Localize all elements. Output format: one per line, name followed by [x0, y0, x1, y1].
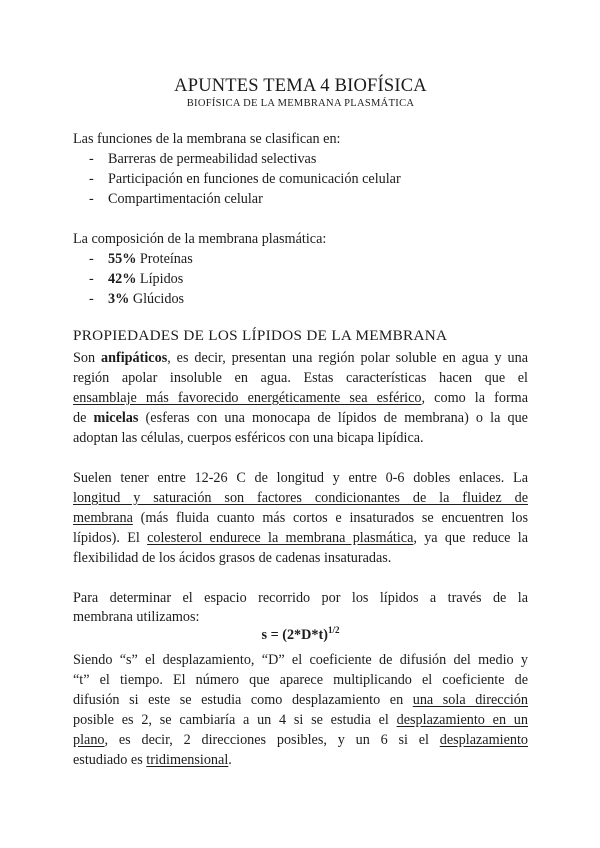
- list-item: - Participación en funciones de comunicación celular: [89, 171, 401, 187]
- composition-intro: La composición de la membrana plasmática:: [73, 231, 327, 247]
- diffusion-formula: $s = (2*D*t)^{1/2}$: [261, 625, 340, 643]
- page-subtitle: BIOFÍSICA DE LA MEMBRANA PLASMÁTICA: [186, 98, 415, 109]
- list-item: - Compartimentación celular: [89, 191, 263, 207]
- list-item: - 55% Proteínas: [89, 251, 193, 267]
- section-heading: PROPIEDADES DE LOS LÍPIDOS DE LA MEMBRANA: [73, 327, 448, 344]
- list-item: - 42% Lípidos: [89, 271, 184, 287]
- functions-intro: Las funciones de la membrana se clasifican en:: [73, 131, 341, 147]
- list-item: - Barreras de permeabilidad selectivas: [89, 151, 317, 167]
- page-title: APUNTES TEMA 4 BIOFÍSICA: [174, 76, 427, 96]
- list-item: - 3% Glúcidos: [89, 291, 185, 307]
